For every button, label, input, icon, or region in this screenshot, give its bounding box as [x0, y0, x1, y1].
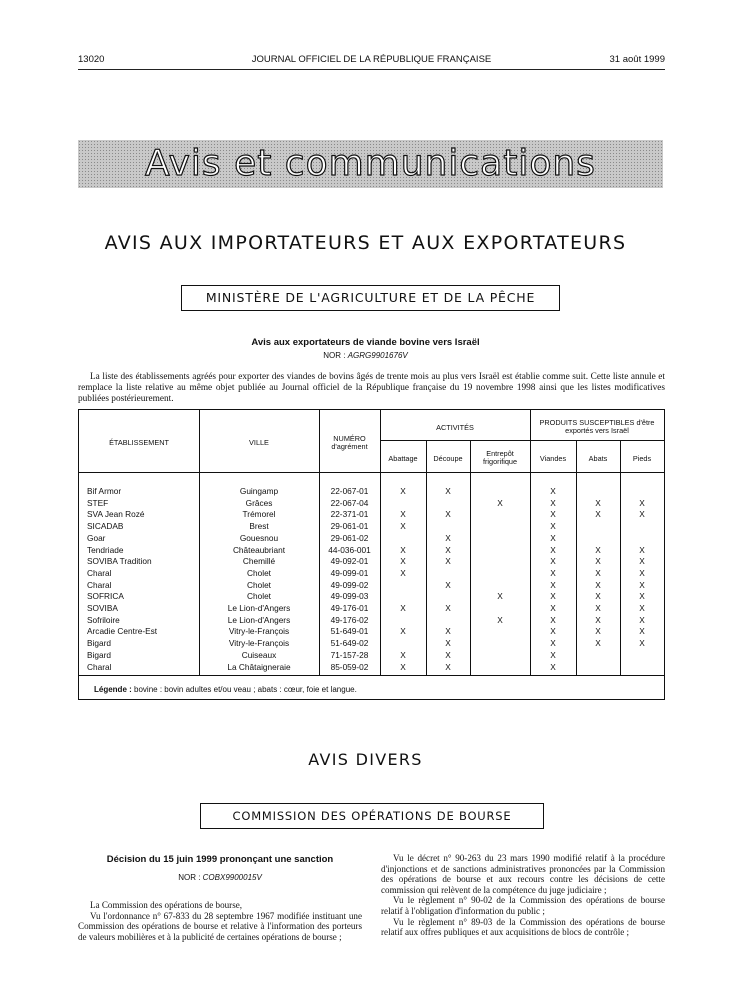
cell-viandes: X [550, 579, 556, 590]
cell-decoupe: X [445, 556, 451, 567]
cell-ville: Brest [249, 521, 269, 532]
cell-abats: X [595, 567, 601, 578]
cell-decoupe: X [445, 603, 451, 614]
cell-numero: 49-099-03 [330, 591, 369, 602]
cell-decoupe: X [445, 509, 451, 520]
cell-viandes: X [550, 521, 556, 532]
cell-entrepot [470, 568, 530, 580]
cell-abattage: X [400, 603, 406, 614]
cell-ville: Cuiseaux [241, 649, 277, 660]
column-entrepot [470, 486, 530, 673]
cell-pieds: X [639, 638, 645, 649]
cell-pieds [620, 486, 664, 498]
table-legend [94, 685, 357, 694]
cell-viandes: X [550, 509, 556, 520]
cell-decoupe: X [445, 579, 451, 590]
cell-abattage: X [400, 661, 406, 672]
decision-nor [78, 873, 362, 882]
cell-entrepot: X [497, 497, 503, 508]
cell-numero: 51-649-01 [330, 626, 369, 637]
cell-pieds [620, 650, 664, 662]
cell-numero: 49-099-02 [330, 579, 369, 590]
cell-abattage [380, 498, 426, 510]
cell-abats [576, 650, 620, 662]
cell-decoupe: X [445, 638, 451, 649]
cell-abats: X [595, 591, 601, 602]
cell-viandes: X [550, 614, 556, 625]
cell-pieds: X [639, 614, 645, 625]
cell-decoupe [426, 591, 470, 603]
cell-abats [576, 662, 620, 674]
cell-viandes: X [550, 486, 556, 496]
cell-decoupe: X [445, 649, 451, 660]
cell-abats [576, 533, 620, 545]
cell-etablissement: SOVIBA [87, 603, 118, 614]
cell-entrepot [470, 509, 530, 521]
cell-numero: 29-061-02 [330, 532, 369, 543]
cell-numero: 49-176-01 [330, 603, 369, 614]
cell-numero: 85-059-02 [330, 661, 369, 672]
cell-decoupe [426, 498, 470, 510]
cell-abats [576, 521, 620, 533]
cell-numero: 44-036-001 [328, 544, 371, 555]
cell-abats: X [595, 614, 601, 625]
cell-viandes: X [550, 626, 556, 637]
cell-abattage: X [400, 521, 406, 532]
notice-nor [0, 351, 731, 360]
cell-viandes: X [550, 556, 556, 567]
cell-abattage [380, 580, 426, 592]
issue-date: 31 août 1999 [609, 54, 665, 65]
cell-etablissement: Bigard [87, 649, 111, 660]
cell-numero: 22-371-01 [330, 509, 369, 520]
cell-numero: 71-157-28 [330, 649, 369, 660]
cell-pieds: X [639, 603, 645, 614]
cell-ville: Cholet [247, 591, 271, 602]
header-pieds: Pieds [632, 454, 652, 463]
notice-title: Avis aux exportateurs de viande bovine vers Israël [251, 337, 480, 348]
cell-numero: 49-099-01 [330, 567, 369, 578]
section-title-divers: AVIS DIVERS [308, 750, 423, 769]
header-rule [78, 69, 665, 70]
paragraph: Vu l'ordonnance n° 67-833 du 28 septembre 1967 modifiée instituant une Commission des opérations de bourse et relative à l'information des porteurs de valeurs mobilières et à la publicité de certaines opérations de bourse ; [78, 910, 362, 942]
cell-decoupe [426, 615, 470, 627]
cell-entrepot [470, 662, 530, 674]
cell-numero: 29-061-01 [330, 521, 369, 532]
cell-ville: Cholet [247, 567, 271, 578]
cell-pieds: X [639, 591, 645, 602]
cell-abattage [380, 591, 426, 603]
cell-etablissement: Goar [87, 532, 106, 543]
header-abattage: Abattage [388, 454, 418, 463]
header-ville: VILLE [249, 438, 269, 447]
cell-abattage [380, 615, 426, 627]
cell-entrepot [470, 580, 530, 592]
cell-abats: X [595, 579, 601, 590]
running-header [78, 54, 665, 68]
decision-nor-code: COBX9900015V [202, 873, 262, 882]
cell-viandes: X [550, 649, 556, 660]
cell-etablissement: SOFRICA [87, 591, 124, 602]
cell-viandes: X [550, 591, 556, 602]
cell-pieds: X [639, 509, 645, 520]
cell-pieds [620, 533, 664, 545]
decision-right-column [381, 853, 665, 938]
cell-entrepot [470, 533, 530, 545]
cell-ville: Guingamp [239, 486, 279, 496]
cell-ville: Gouesnou [239, 532, 279, 543]
paragraph: Vu le règlement n° 89-03 de la Commission des opérations de bourse relatif aux offres publiques et aux acquisitions de blocs de contrôle ; [381, 916, 665, 938]
cell-entrepot [470, 650, 530, 662]
cell-decoupe [426, 521, 470, 533]
cell-abattage: X [400, 556, 406, 567]
cell-entrepot: X [497, 614, 503, 625]
cell-abattage: X [400, 649, 406, 660]
decision-left-column [78, 900, 362, 942]
legend-text: bovine : bovin adultes et/ou veau ; abats : cœur, foie et langue. [134, 685, 357, 694]
cell-etablissement: SOVIBA Tradition [87, 556, 152, 567]
cell-etablissement: STEF [87, 497, 109, 508]
cell-entrepot [470, 486, 530, 498]
paragraph: La Commission des opérations de bourse, [90, 900, 243, 910]
cell-abats: X [595, 626, 601, 637]
nor-code: AGRG9901676V [347, 351, 408, 360]
column-decoupe [426, 486, 470, 673]
header-viandes: Viandes [539, 454, 567, 463]
cell-decoupe: X [445, 544, 451, 555]
cell-etablissement: Bif Armor [87, 486, 122, 496]
column-numero [319, 486, 380, 673]
cell-etablissement: Arcadie Centre-Est [87, 626, 158, 637]
cell-etablissement: SVA Jean Rozé [87, 509, 145, 520]
column-viandes [530, 486, 576, 673]
cell-numero: 22-067-04 [330, 497, 369, 508]
cell-abattage: X [400, 486, 406, 496]
cell-ville: Châteaubriant [232, 544, 286, 555]
cell-viandes: X [550, 567, 556, 578]
cell-entrepot [470, 603, 530, 615]
column-etablissement [87, 486, 195, 673]
cell-viandes: X [550, 661, 556, 672]
page-number: 13020 [78, 54, 105, 65]
cell-pieds [620, 662, 664, 674]
cell-abattage: X [400, 509, 406, 520]
cell-decoupe: X [445, 532, 451, 543]
cell-abattage [380, 533, 426, 545]
cell-abattage [380, 638, 426, 650]
cell-ville: Le Lion-d'Angers [227, 614, 291, 625]
establishments-table [78, 409, 665, 700]
cell-etablissement: Bigard [87, 638, 111, 649]
notice-intro: La liste des établissements agréés pour exporter des viandes de bovins âgés de trente mois au plus vers Israël est établie comme suit. Cette liste annule et remplace la liste relative au même objet publiée au Journal officiel de la République française du 19 novembre 1998 ainsi que les listes modificatives publiées postérieurement. [78, 372, 665, 404]
cell-pieds: X [639, 556, 645, 567]
cell-abattage: X [400, 626, 406, 637]
cell-pieds [620, 521, 664, 533]
cell-numero: 49-092-01 [330, 556, 369, 567]
cell-entrepot [470, 545, 530, 557]
header-produits: PRODUITS SUSCEPTIBLES d'être exportés vers Israël [539, 418, 655, 435]
cell-entrepot [470, 638, 530, 650]
cell-ville: Trémorel [242, 509, 276, 520]
cell-pieds: X [639, 579, 645, 590]
cell-ville: Cholet [247, 579, 271, 590]
column-abats [576, 486, 620, 673]
cell-entrepot [470, 626, 530, 638]
decision-nor-label: NOR : [178, 873, 201, 882]
cell-decoupe [426, 568, 470, 580]
header-entrepot: Entrepôt frigorifique [482, 449, 518, 466]
cell-ville: Vitry-le-François [228, 626, 290, 637]
cell-ville: Vitry-le-François [228, 638, 290, 649]
cell-abattage: X [400, 544, 406, 555]
cell-abats: X [595, 603, 601, 614]
cell-ville: Chemillé [242, 556, 276, 567]
header-etablissement: ÉTABLISSEMENT [109, 438, 169, 447]
column-ville [199, 486, 319, 673]
cell-viandes: X [550, 603, 556, 614]
cell-abats: X [595, 497, 601, 508]
cell-abats: X [595, 638, 601, 649]
cell-decoupe: X [445, 486, 451, 496]
cell-entrepot [470, 556, 530, 568]
paragraph: Vu le décret n° 90-263 du 23 mars 1990 modifié relatif à la procédure d'injonctions et de sanctions administratives prononcées par la Commission des opérations de bourse et aux recours contre les décisions de cette commission qui relèvent de la compétence du juge judiciaire ; [381, 853, 665, 895]
cell-viandes: X [550, 638, 556, 649]
cell-ville: La Châtaigneraie [227, 661, 291, 672]
cell-etablissement: Tendriade [87, 544, 124, 555]
header-abats: Abats [588, 454, 608, 463]
header-decoupe: Découpe [433, 454, 463, 463]
cell-pieds: X [639, 626, 645, 637]
cell-abats: X [595, 556, 601, 567]
nor-label: NOR : [323, 351, 346, 360]
cell-etablissement: Sofriloire [87, 614, 120, 625]
cell-numero: 22-067-01 [330, 486, 369, 496]
cell-decoupe: X [445, 626, 451, 637]
header-numero: NUMÉRO d'agrément [331, 434, 368, 451]
cell-abats: X [595, 509, 601, 520]
cell-etablissement: Charal [87, 661, 112, 672]
cell-pieds: X [639, 567, 645, 578]
cell-entrepot [470, 521, 530, 533]
section-title-import-export: AVIS AUX IMPORTATEURS ET AUX EXPORTATEURS [104, 232, 627, 254]
cell-etablissement: Charal [87, 567, 112, 578]
legend-label: Légende : [94, 685, 132, 694]
column-pieds [620, 486, 664, 673]
ministry-box: MINISTÈRE DE L'AGRICULTURE ET DE LA PÊCHE [181, 285, 560, 311]
cell-etablissement: Charal [87, 579, 112, 590]
cell-abats: X [595, 544, 601, 555]
cell-numero: 49-176-02 [330, 614, 369, 625]
cell-etablissement: SICADAB [87, 521, 124, 532]
cell-abattage: X [400, 567, 406, 578]
cell-viandes: X [550, 532, 556, 543]
cell-ville: Le Lion-d'Angers [227, 603, 291, 614]
cell-viandes: X [550, 544, 556, 555]
decision-title: Décision du 15 juin 1999 prononçant une sanction [106, 854, 334, 865]
cell-ville: Grâces [245, 497, 273, 508]
paragraph: Vu le règlement n° 90-02 de la Commission des opérations de bourse relatif à l'obligation d'information du public ; [381, 895, 665, 916]
cell-pieds: X [639, 497, 645, 508]
cell-numero: 51-649-02 [330, 638, 369, 649]
cell-viandes: X [550, 497, 556, 508]
banner-title: Avis et communications [145, 143, 596, 184]
commission-box: COMMISSION DES OPÉRATIONS DE BOURSE [200, 803, 544, 829]
cell-decoupe: X [445, 661, 451, 672]
cell-abats [576, 486, 620, 498]
header-activites: ACTIVITÉS [436, 423, 474, 432]
cell-pieds: X [639, 544, 645, 555]
cell-entrepot: X [497, 591, 503, 602]
journal-title: JOURNAL OFFICIEL DE LA RÉPUBLIQUE FRANÇAISE [251, 54, 492, 65]
column-abattage [380, 486, 426, 673]
